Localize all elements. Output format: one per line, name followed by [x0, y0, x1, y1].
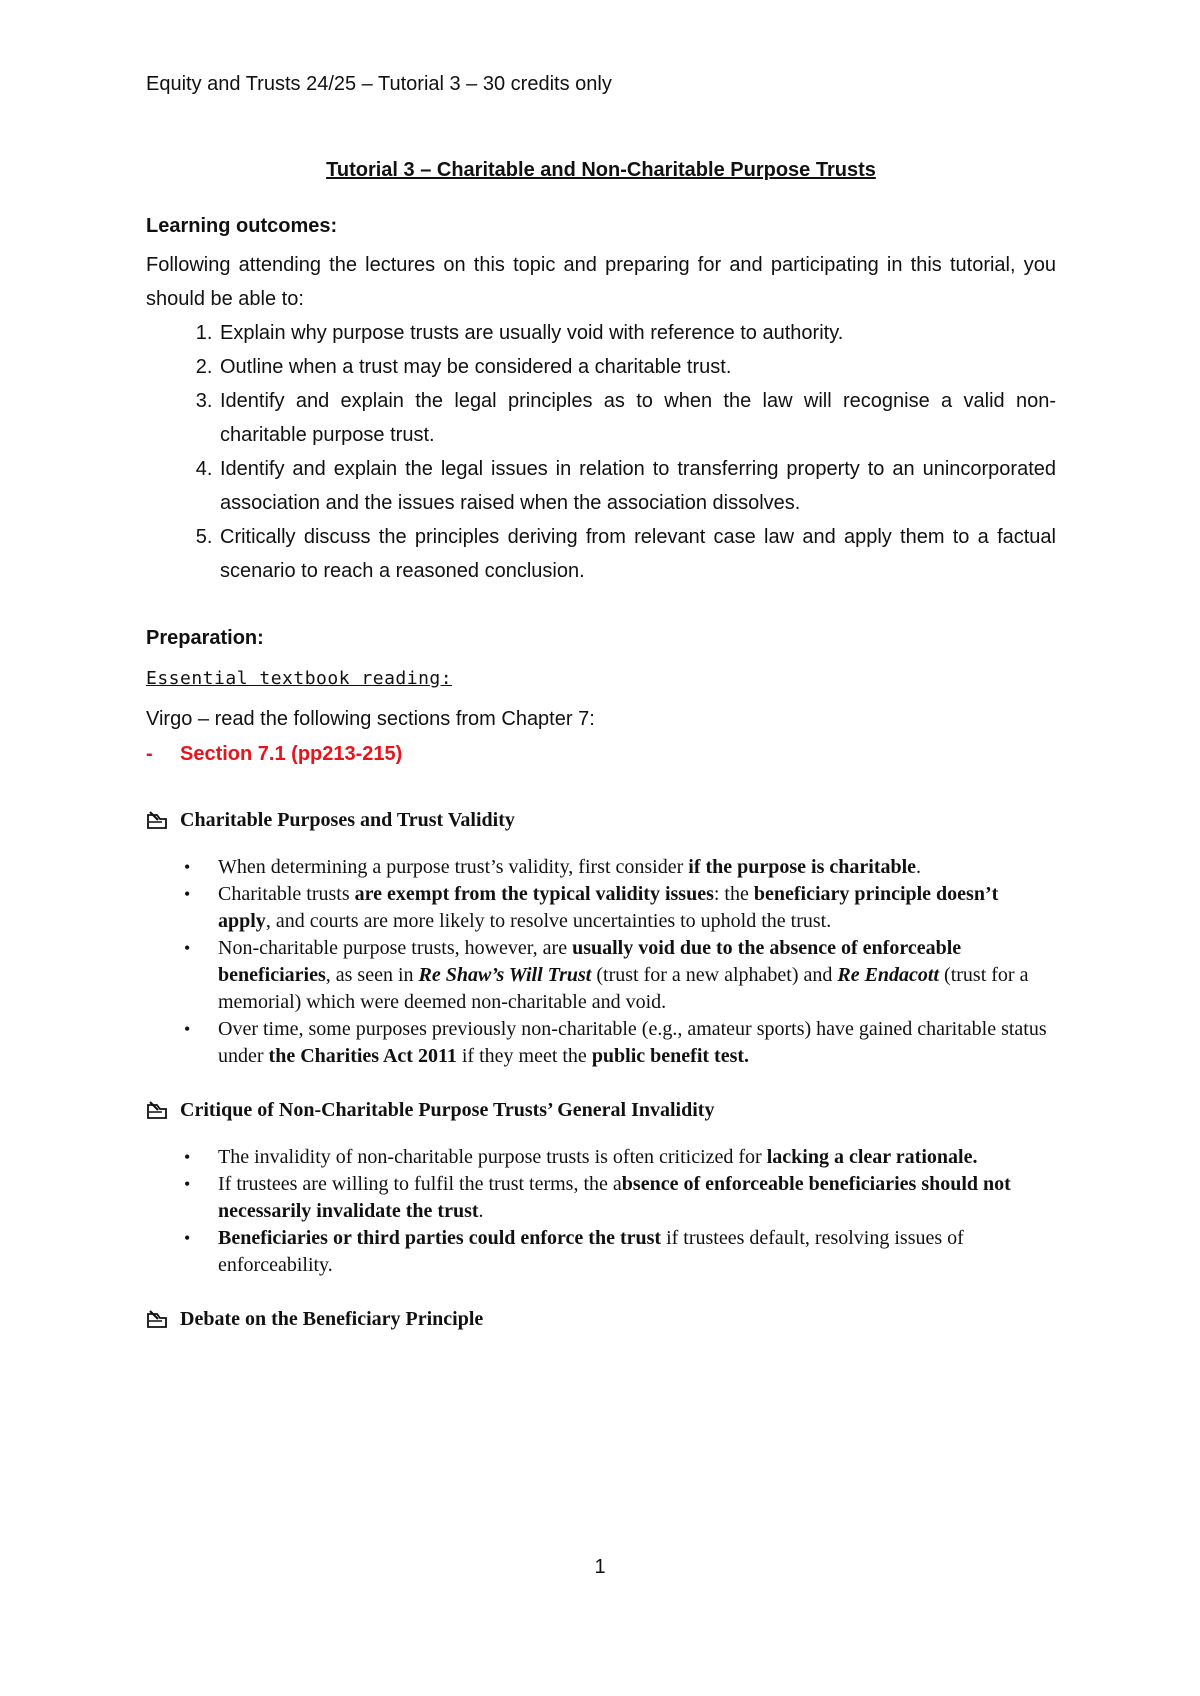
section-heading-text: Charitable Purposes and Trust Validity [180, 809, 515, 831]
text-run: if they meet the [456, 1045, 592, 1067]
text-run: public benefit test. [591, 1045, 750, 1067]
text-run: : the [713, 883, 754, 905]
text-run: . [916, 856, 922, 878]
text-run: If trustees are willing to fulfil the trust terms, the a [218, 1173, 622, 1195]
outcome-item: 4. Identify and explain the legal issues in relation to transferring property to an unincorporated association and the issues raised when the association dissolves. [218, 452, 1056, 520]
reading-section [146, 738, 1056, 770]
virgo-instruction: Virgo – read the following sections from Chapter 7: [146, 708, 595, 730]
bullet-list [146, 1144, 1056, 1279]
bullet-item [218, 1016, 1056, 1070]
text-run: Re Shaw’s Will Trust [418, 964, 592, 986]
bullet-item [218, 854, 1056, 881]
essential-reading-label: Essential textbook reading: [146, 668, 453, 689]
text-run: bsence of enforceable beneficiaries should not necessarily invalidate the trust [218, 1173, 1011, 1222]
text-run: (trust for a memorial) which were deemed non-charitable and void. [218, 964, 1029, 1013]
text-run: Over time, some purposes previously non-charitable (e.g., amateur sports) have gained charitable status under [218, 1018, 1047, 1067]
text-run: are exempt from the typical validity issues [354, 883, 714, 905]
bullet-list [146, 854, 1056, 1070]
text-run: (trust for a new alphabet) and [591, 964, 838, 986]
outcome-item: 2. Outline when a trust may be considered a charitable trust. [218, 350, 1056, 384]
outcomes-list [146, 316, 1056, 588]
notes-icon [146, 1309, 168, 1329]
text-run: Beneficiaries or third parties could enforce the trust [218, 1227, 662, 1249]
section-heading [146, 1305, 1056, 1333]
text-run: , as seen in [325, 964, 419, 986]
bullet-item [218, 1171, 1056, 1225]
section-heading [146, 806, 1056, 834]
page-header: Equity and Trusts 24/25 – Tutorial 3 – 30 credits only [146, 73, 612, 95]
notes-icon [146, 1100, 168, 1120]
notes-sections [146, 806, 1056, 1333]
section-heading [146, 1096, 1056, 1124]
reading-section-text: Section 7.1 (pp213-215) [180, 743, 403, 765]
text-run: Non-charitable purpose trusts, however, are [218, 937, 573, 959]
page-title: Tutorial 3 – Charitable and Non-Charitable Purpose Trusts [326, 159, 876, 181]
bullet-item [218, 1144, 1056, 1171]
learning-intro: Following attending the lectures on this topic and preparing for and participating in this tutorial, you should be able to: [146, 254, 1056, 310]
text-run: When determining a purpose trust’s validity, first consider [218, 856, 689, 878]
bullet-item [218, 935, 1056, 1016]
text-run: if trustees default, resolving issues of enforceability. [218, 1227, 964, 1276]
section-heading-text: Debate on the Beneficiary Principle [180, 1308, 484, 1330]
text-run: Charitable trusts [218, 883, 355, 905]
text-run: Re Endacott [837, 964, 940, 986]
notes-icon [146, 810, 168, 830]
document-page [146, 70, 1056, 1333]
preparation-heading: Preparation: [146, 627, 264, 649]
text-run: , and courts are more likely to resolve uncertainties to uphold the trust. [265, 910, 832, 932]
text-run: the Charities Act 2011 [268, 1045, 457, 1067]
outcome-item: 3. Identify and explain the legal principles as to when the law will recognise a valid non-charitable purpose trust. [218, 384, 1056, 452]
text-run: usually void due to the absence of enforceable beneficiaries [218, 937, 962, 986]
outcome-item: 1. Explain why purpose trusts are usually void with reference to authority. [218, 316, 1056, 350]
bullet-item [218, 1225, 1056, 1279]
bullet-item [218, 881, 1056, 935]
text-run: lacking a clear rationale. [766, 1146, 978, 1168]
page-number: 1 [594, 1556, 606, 1578]
text-run: . [478, 1200, 484, 1222]
dash-marker: - [146, 743, 153, 765]
learning-outcomes-heading: Learning outcomes: [146, 215, 338, 237]
text-run: beneficiary principle doesn’t apply [218, 883, 999, 932]
text-run: The invalidity of non-charitable purpose trusts is often criticized for [218, 1146, 767, 1168]
outcome-item: 5. Critically discuss the principles deriving from relevant case law and apply them to a factual scenario to reach a reasoned conclusion. [218, 520, 1056, 588]
text-run: if the purpose is charitable [688, 856, 917, 878]
section-heading-text: Critique of Non-Charitable Purpose Trusts’ General Invalidity [180, 1099, 715, 1121]
